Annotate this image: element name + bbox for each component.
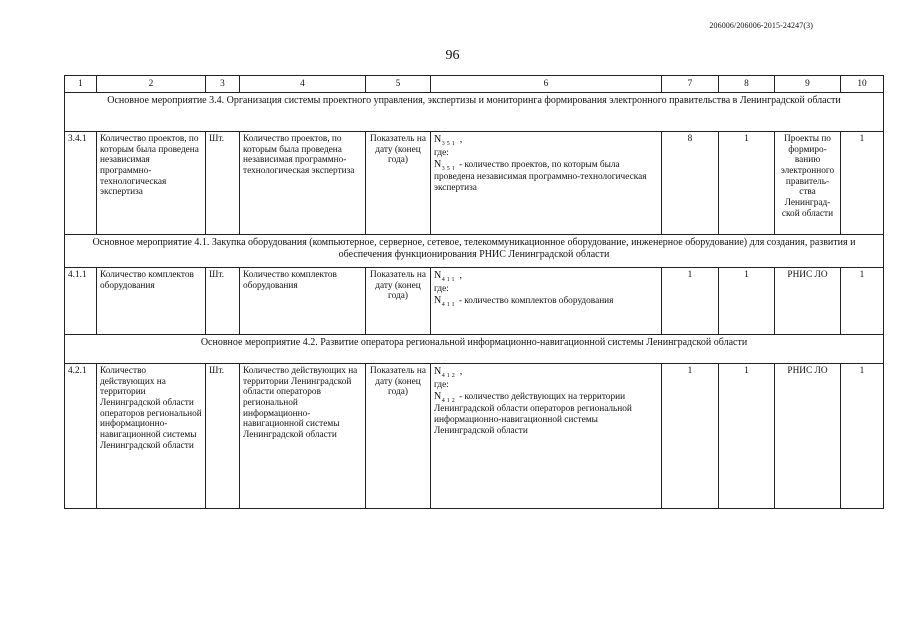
indicators-table <box>64 75 884 509</box>
column-number: 10 <box>841 76 884 93</box>
formula-where: где: <box>434 147 449 158</box>
indicator-name: Количество комплектов оборудования <box>97 268 206 335</box>
value-col9: Проекты по формиро-ванию электронного правитель-ства Ленинград-ской области <box>775 132 841 235</box>
column-number: 1 <box>65 76 97 93</box>
formula: $N_{411}$ , <box>434 270 463 283</box>
page-number: 96 <box>445 48 460 63</box>
period-cell: Показатель на дату (конец года) <box>366 364 431 509</box>
section-header-row <box>65 335 884 364</box>
definition-cell: Количество проектов, по которым была проведена независимая программно-технологическая экспертиза <box>240 132 366 235</box>
indicator-number: 4.2.1 <box>65 364 97 509</box>
section-title: Основное мероприятие 3.4. Организация системы проектного управления, экспертизы и мониторинга формирования электронного правительства в Ленинградской области <box>65 93 884 132</box>
section-title: Основное мероприятие 4.1. Закупка оборудования (компьютерное, серверное, сетевое, телекоммуникационное оборудование, инженерное оборудование) для создания, развития и обеспечения функционирования РНИС Ленинградской области <box>65 235 884 268</box>
unit-cell: Шт. <box>206 364 240 509</box>
column-number: 4 <box>240 76 366 93</box>
unit-cell: Шт. <box>206 132 240 235</box>
section-header-row <box>65 235 884 268</box>
table-row <box>65 364 884 509</box>
formula-explanation: $N_{411}$ - количество комплектов оборудования <box>434 294 614 308</box>
value-col9: РНИС ЛО <box>775 268 841 335</box>
section-title: Основное мероприятие 4.2. Развитие оператора региональной информационно-навигационной системы Ленинградской области <box>65 335 884 364</box>
value-col10: 1 <box>841 132 884 235</box>
value-col9: РНИС ЛО <box>775 364 841 509</box>
formula: $N_{412}$ , <box>434 366 463 379</box>
formula-where: где: <box>434 283 449 294</box>
formula-cell <box>431 132 662 235</box>
indicator-number: 4.1.1 <box>65 268 97 335</box>
period-cell: Показатель на дату (конец года) <box>366 132 431 235</box>
period-cell: Показатель на дату (конец года) <box>366 268 431 335</box>
section-header-row <box>65 93 884 132</box>
value-col10: 1 <box>841 364 884 509</box>
document-id: 206006/206006-2015-24247(3) <box>709 21 813 30</box>
column-number: 6 <box>431 76 662 93</box>
value-col8: 1 <box>719 132 775 235</box>
value-col10: 1 <box>841 268 884 335</box>
table-row <box>65 268 884 335</box>
value-col8: 1 <box>719 268 775 335</box>
formula-where: где: <box>434 379 449 390</box>
indicator-name: Количество проектов, по которым была проведена независимая программно-технологическая экспертиза <box>97 132 206 235</box>
indicator-number: 3.4.1 <box>65 132 97 235</box>
column-number: 2 <box>97 76 206 93</box>
value-col8: 1 <box>719 364 775 509</box>
column-number: 3 <box>206 76 240 93</box>
column-number: 8 <box>719 76 775 93</box>
definition-cell: Количество комплектов оборудования <box>240 268 366 335</box>
table-row <box>65 132 884 235</box>
unit-cell: Шт. <box>206 268 240 335</box>
column-number: 9 <box>775 76 841 93</box>
formula-cell <box>431 364 662 509</box>
value-col7: 8 <box>662 132 719 235</box>
value-col7: 1 <box>662 364 719 509</box>
column-number: 7 <box>662 76 719 93</box>
formula-explanation: $N_{412}$ - количество действующих на территории Ленинградской области операторов региональной информационно-навигационной системы Ленинградской области <box>434 390 632 436</box>
formula: $N_{351}$ , <box>434 134 463 147</box>
value-col7: 1 <box>662 268 719 335</box>
definition-cell: Количество действующих на территории Ленинградской области операторов региональной информационно-навигационной системы Ленинградской области <box>240 364 366 509</box>
column-number-row <box>65 76 884 93</box>
indicator-name: Количество действующих на территории Ленинградской области операторов региональной информационно-навигационной системы Ленинградской области <box>97 364 206 509</box>
formula-explanation: $N_{351}$ - количество проектов, по которым была проведена независимая программно-технологическая экспертиза <box>434 158 647 194</box>
formula-cell <box>431 268 662 335</box>
column-number: 5 <box>366 76 431 93</box>
